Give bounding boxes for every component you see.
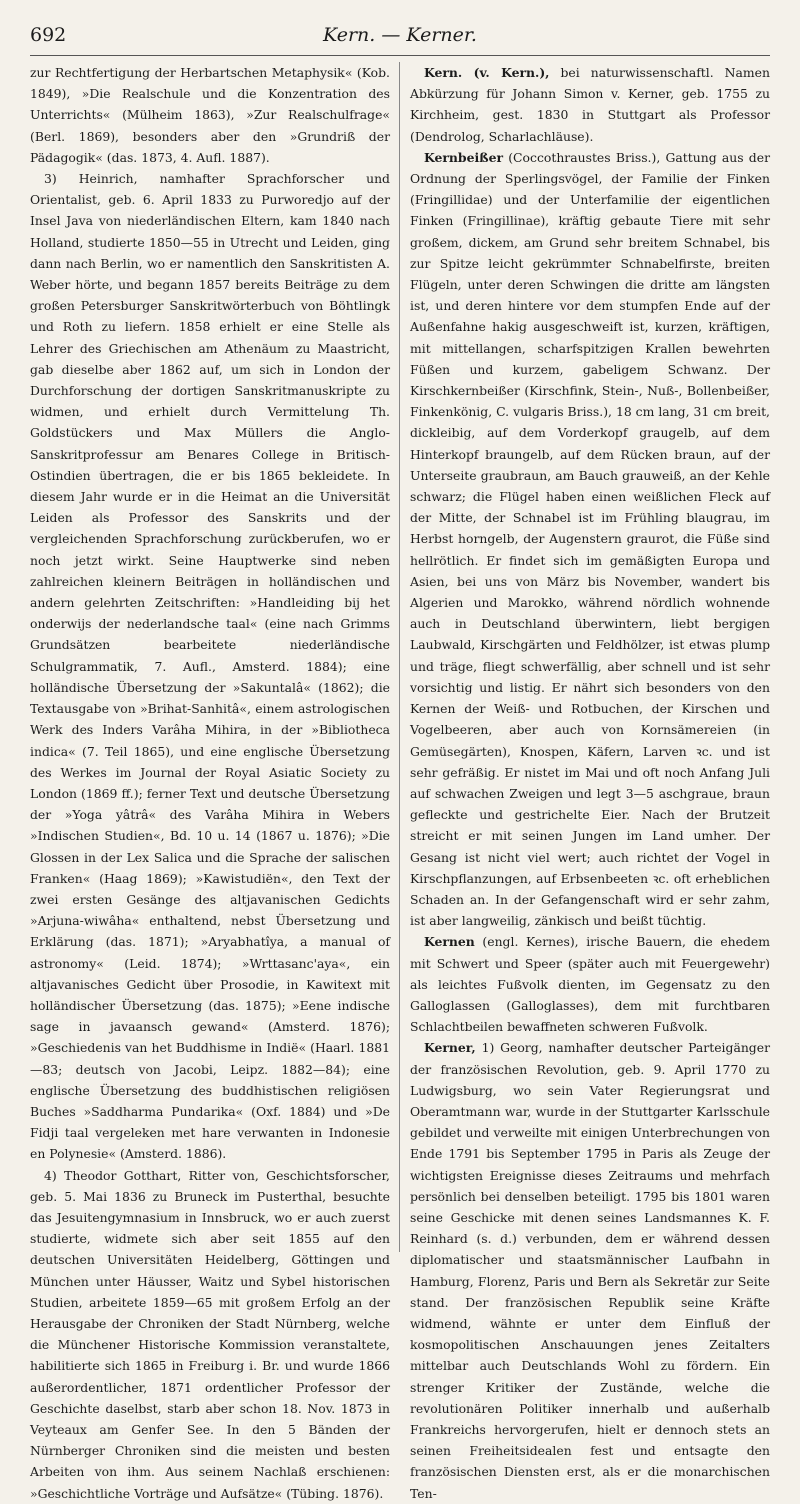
left-column (30, 62, 390, 1504)
page-header (30, 22, 770, 54)
entry-kerner-text: 1) Georg, namhafter deutscher Parteigänger der französischen Revolution, geb. 9. April 1770 zu Ludwigsburg, wo sein Vater Regierungsrat und Oberamtmann war, wurde in der Stuttgarter Karlsschule gebildet und verweilte mit einigen Unterbrechungen von Ende 1791 bis September 1795 in Paris als Zeuge der wichtigsten Ereignisse dieses Zeitraums und mehrfach persönlich bei denselben beteiligt. 1795 bis 1801 waren seine Geschicke mit denen seines Landsmannes K. F. Reinhard (s. d.) verbunden, dem er während dessen diplomatischer und staatsmännischer Laufbahn in Hamburg, Florenz, Paris und Bern als Sekretär zur Seite stand. Der französischen Republik seine Kräfte widmend, wähnte er unter dem Einfluß der kosmopolitischen Anschauungen jenes Zeitalters mittelbar auch Deutschlands Wohl zu fördern. Ein strenger Kritiker der Zustände, welche die revolutionären Politiker innerhalb und außerhalb Frankreichs hervorgerufen, hielt er dennoch stets an seinen Freiheitsidealen fest und entsagte den französischen Diensten erst, als er die monarchischen Ten- (410, 1040, 770, 1501)
entry-kernbeisser (410, 147, 770, 932)
lemma-kern: Kern. (v. Kern.), (424, 65, 550, 80)
subentry-theodor: 4) Theodor Gotthart, Ritter von, Geschichtsforscher, geb. 5. Mai 1836 zu Bruneck im Pusterthal, besuchte das Jesuitengymnasium in Innsbruck, wo er auch zuerst studierte, widmete sich aber seit 1855 auf den deutschen Universitäten Heidelberg, Göttingen und München unter Häusser, Waitz und Sybel historischen Studien, arbeitete 1859—65 mit großem Erfolg an der Herausgabe der Chroniken der Stadt Nürnberg, welche die Münchener Historische Kommission veranstaltete, habilitierte sich 1865 in Freiburg i. Br. und wurde 1866 außerordentlicher, 1871 ordentlicher Professor der Geschichte daselbst, starb aber schon 18. Nov. 1873 in Veyteaux am Genfer See. In den 5 Bänden der Nürnberger Chroniken sind die meisten und besten Arbeiten von ihm. Aus seinem Nachlaß erschienen: »Geschichtliche Vorträge und Aufsätze« (Tübing. 1876). (30, 1167, 390, 1501)
lemma-kerner: Kerner, (424, 1040, 476, 1056)
lemma-kernbeisser: Kernbeißer (424, 149, 503, 165)
subentry-heinrich: 3) Heinrich, namhafter Sprachforscher und Orientalist, geb. 6. April 1833 zu Purworedjo auf der Insel Java von niederländischen Eltern, kam 1840 nach Holland, studierte 1850—55 in Utrecht und Leiden, ging dann nach Berlin, wo er namentlich den Sanskritisten A. Weber hörte, und begann 1857 bereits Beiträge zu dem großen Petersburger Sanskritwörterbuch von Böhtlingk und Roth zu liefern. 1858 erhielt er eine Stelle als Lehrer des Griechischen am Athenäum zu Maastricht, gab dieselbe aber 1862 auf, um sich in London der Durchforschung der dortigen Sanskritmanuskripte zu widmen, und erhielt durch Vermittelung Th. Goldstückers und Max Müllers die Anglo-Sanskritprofessur am Benares College in Britisch-Ostindien übertragen, die er bis 1865 bekleidete. In diesem Jahr wurde er in die Heimat an die Universität Leiden als Professor des Sanskrits und der vergleichenden Sprachforschung zurückberufen, wo er noch jetzt wirkt. Seine Hauptwerke sind neben zahlreichen kleinern Beiträgen in holländischen und andern gelehrten Zeitschriften: »Handleiding bij het onderwijs der nederlandsche taal« (eine nach Grimms Grundsätzen bearbeitete niederländische Schulgrammatik, 7. Aufl., Amsterd. 1884); eine holländische Übersetzung der »Sakuntalâ« (1862); die Textausgabe von »Brihat-Sanhitâ«, einem astrologischen Werk des Inders Varâha Mihira, in der »Bibliotheca indica« (7. Teil 1865), und eine englische Übersetzung des Werkes im Journal der Royal Asiatic Society zu London (1869 ff.); ferner Text und deutsche Übersetzung der »Yoga yâtrâ« des Varâha Mihira in Webers »Indischen Studien«, Bd. 10 u. 14 (1867 u. 1876); »Die Glossen in der Lex Salica und die Sprache der salischen Franken« (Haag 1869); »Kawistudiën«, den Text der zwei ersten Gesänge des altjavanischen Gedichts »Arjuna-wiwâha« enthaltend, nebst Übersetzung und Erklärung (das. 1871); »Aryabhatîya, a manual of astronomy« (Leid. 1874); »Wrttasanc'aya«, ein altjavanisches Gedicht über Prosodie, in Kawitext mit holländischer Übersetzung (das. 1875); »Eene indische sage in javaansch gewand« (Amsterd. 1876); »Geschiedenis van het Buddhisme in Indië« (Haarl. 1881—83; deutsch von Jacobi, Leipz. 1882—84); eine englische Übersetzung des buddhistischen religiösen Buches »Saddharma Pundarika« (Oxf. 1884) und »De Fidji taal vergeleken met hare verwanten in Indonesie en Polynesie« (Amsterd. 1886). (30, 171, 390, 1162)
right-column (410, 62, 770, 1504)
entry-kernbeisser-text: (Coccothraustes Briss.), Gattung aus der Ordnung der Sperlingsvögel, der Familie der Finken (Fringillidae) und der Unterfamilie der eigentlichen Finken (Fringillinae), kräftig gebaute Tiere mit sehr großem, dickem, am Grund sehr breitem Schnabel, bis zur Spitze leicht gekrümmter Schnabelfirste, breiten Flügeln, unter deren Schwingen die dritte am längsten ist, und deren hintere vor dem stumpfen Ende auf der Außenfahne hakig ausgeschweift ist, kurzen, kräftigen, mit mittellangen, scharfspitzigen Krallen bewehrten Füßen und kurzem, gabeligem Schwanz. Der Kirschkernbeißer (Kirschfink, Stein-, Nuß-, Bollenbeißer, Finkenkönig, C. vulgaris Briss.), 18 cm lang, 31 cm breit, dickleibig, auf dem Vorderkopf graugelb, auf dem Hinterkopf braungelb, auf dem Rücken braun, auf der Unterseite graubraun, am Bauch grauweiß, an der Kehle schwarz; die Flügel haben einen weißlichen Fleck auf der Mitte, der Schnabel ist im Frühling blaugrau, im Herbst horngelb, der Augenstern graurot, die Füße sind hellrötlich. Er findet sich im gemäßigten Europa und Asien, bei uns von März bis November, wandert bis Algerien und Marokko, während nördlich wohnende auch in Deutschland überwintern, liebt bergigen Laubwald, Kirschgärten und Feldhölzer, ist etwas plump und träge, fliegt schwerfällig, aber schnell und ist sehr vorsichtig und listig. Er nährt sich besonders von den Kernen der Weiß- und Rotbuchen, der Kirschen und Vogelbeeren, aber auch von Kornsämereien (in Gemüsegärten), Knospen, Käfern, Larven ꝛc. und ist sehr gefräßig. Er nistet im Mai und oft noch Anfang Juli auf schwachen Zweigen und legt 3—5 aschgraue, braun gefleckte und gestrichelte Eier. Nach der Brutzeit streicht er mit seinen Jungen im Land umher. Der Gesang ist nicht viel wert; auch richtet der Vogel in Kirschpflanzungen, auf Erbsenbeeten ꝛc. oft erheblichen Schaden an. In der Gefangenschaft wird er sehr zahm, ist aber langweilig, zänkisch und beißt tüchtig. (410, 149, 770, 929)
entry-kernen-text: (engl. Kernes), irische Bauern, die ehedem mit Schwert und Speer (später auch mit Feuergewehr) als leichtes Fußvolk dienten, im Gegensatz zu den Galloglassen (Galloglasses), dem mit furchtbaren Schlachtbeilen bewaffneten schweren Fußvolk. (410, 934, 770, 1035)
entry-kern-text: bei naturwissenschaftl. Namen Abkürzung für Johann Simon v. Kerner, geb. 1755 zu Kirchheim, gest. 1830 in Stuttgart als Professor (Dendrolog, Scharlachläuse). (410, 65, 770, 144)
entry-kernen (410, 931, 770, 1037)
entry-kern (410, 62, 770, 147)
column-divider (399, 62, 400, 1252)
header-rule (30, 55, 770, 56)
lemma-kernen: Kernen (424, 934, 475, 950)
entry-kerner (410, 1037, 770, 1503)
entry-continuation: zur Rechtfertigung der Herbartschen Metaphysik« (Kob. 1849), »Die Realschule und die Konzentration des Unterrichts« (Mülheim 1863), »Zur Realschulfrage« (Berl. 1869), besonders aber den »Grundriß der Pädagogik« (das. 1873, 4. Aufl. 1887). (30, 65, 390, 165)
running-head: Kern. — Kerner. (323, 24, 477, 46)
page-number: 692 (30, 24, 67, 46)
